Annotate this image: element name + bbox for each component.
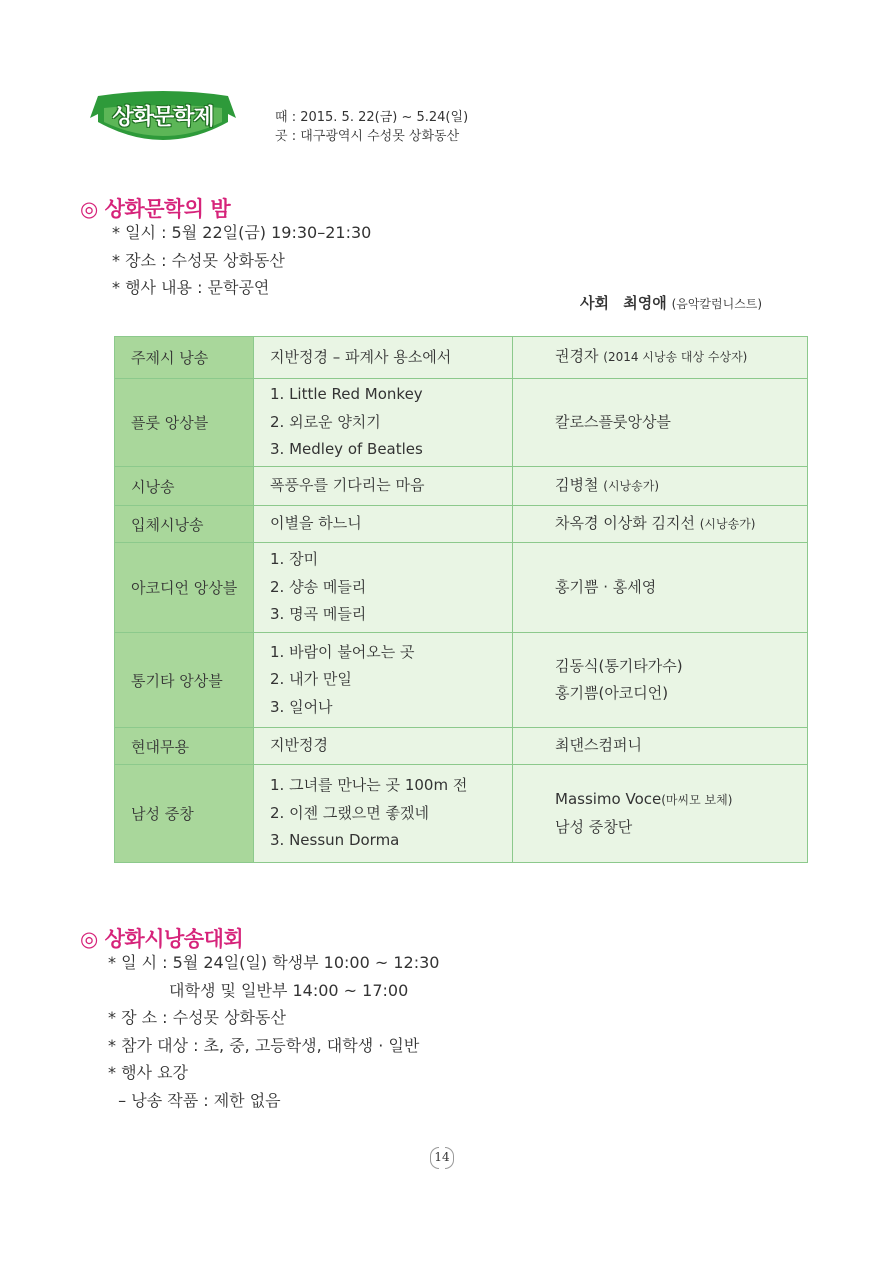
performer-name-2: 남성 중창단 (555, 818, 633, 836)
performer-name: 칼로스플룻앙상블 (555, 412, 671, 431)
program-works (254, 543, 513, 633)
event-info (275, 108, 468, 146)
contest-detail-time-2: 대학생 및 일반부 14:00 ~ 17:00 (108, 980, 409, 1000)
work-item: 3. 일어나 (270, 697, 333, 716)
contest-detail-time: * 일 시 : 5월 24일(일) 학생부 10:00 ~ 12:30 (108, 953, 440, 972)
night-detail-place: * 장소 : 수성못 상화동산 (112, 250, 285, 270)
table-row (115, 633, 808, 728)
table-row (115, 379, 808, 467)
banner-title: 상화문학제 (112, 105, 214, 130)
table-row (115, 506, 808, 543)
performer-name-2: 홍기쁨(아코디언) (555, 684, 669, 702)
night-detail-time: * 일시 : 5월 22일(금) 19:30–21:30 (112, 223, 372, 242)
host-prefix: 사회 (580, 294, 609, 312)
work-item: 2. 외로운 양치기 (270, 412, 381, 431)
table-row (115, 728, 808, 765)
work-item: 지반정경 (270, 736, 328, 755)
event-date: 때 : 2015. 5. 22(금) ~ 5.24(일) (275, 110, 469, 125)
program-performer (513, 506, 808, 543)
program-performer (513, 543, 808, 633)
program-table (114, 336, 808, 863)
night-detail-content: * 행사 내용 : 문학공연 (112, 278, 270, 297)
work-item: 2. 내가 만일 (270, 670, 352, 689)
host-name: 최영애 (623, 294, 667, 312)
contest-detail-guidelines: * 행사 요강 (108, 1063, 188, 1082)
performer-name: 홍기쁨 · 홍세영 (555, 577, 657, 596)
program-name: 현대무용 (115, 728, 254, 765)
program-works (254, 379, 513, 467)
contest-detail-works: – 낭송 작품 : 제한 없음 (108, 1090, 281, 1110)
work-item: 3. 명곡 메들리 (270, 605, 367, 624)
work-item: 1. 장미 (270, 550, 319, 569)
performer-note: (마씨모 보체) (661, 792, 733, 807)
section-title-contest: ◎ 상화시낭송대회 (80, 927, 244, 951)
program-works (254, 765, 513, 863)
work-item: 2. 샹송 메들리 (270, 577, 367, 596)
performer-name: 최댄스컴퍼니 (555, 736, 642, 755)
table-row (115, 337, 808, 379)
work-item: 1. 그녀를 만나는 곳 100m 전 (270, 776, 468, 795)
program-name: 아코디언 앙상블 (115, 543, 254, 633)
contest-detail-place: * 장 소 : 수성못 상화동산 (108, 1008, 286, 1027)
performer-note: (시낭송가) (699, 516, 756, 531)
program-performer (513, 728, 808, 765)
program-works (254, 337, 513, 379)
performer-note: (시낭송가) (603, 478, 659, 493)
program-works (254, 467, 513, 506)
night-details (112, 219, 371, 302)
program-name: 시낭송 (115, 467, 254, 506)
program-performer (513, 633, 808, 728)
program-works (254, 506, 513, 543)
program-works (254, 633, 513, 728)
host-note: (음악칼럼니스트) (671, 297, 763, 311)
program-name: 주제시 낭송 (115, 337, 254, 379)
program-name: 입체시낭송 (115, 506, 254, 543)
table-row (115, 467, 808, 506)
work-item: 2. 이젠 그랬으면 좋겠네 (270, 803, 430, 822)
program-performer (513, 379, 808, 467)
performer-name: 차옥경 이상화 김지선 (555, 513, 695, 532)
program-name: 플룻 앙상블 (115, 379, 254, 467)
work-item: 3. Nessun Dorma (270, 831, 400, 850)
table-row (115, 765, 808, 863)
program-performer (513, 467, 808, 506)
work-item: 지반정경 – 파계사 용소에서 (270, 347, 452, 366)
program-name: 통기타 앙상블 (115, 633, 254, 728)
program-performer (513, 337, 808, 379)
event-place: 곳 : 대구광역시 수성못 상화동산 (275, 129, 460, 144)
program-works (254, 728, 513, 765)
performer-name: Massimo Voce (555, 789, 662, 808)
performer-name: 권경자 (555, 347, 599, 366)
work-item: 이별을 하느니 (270, 514, 362, 533)
performer-name: 김동식(통기타가수) (555, 656, 683, 675)
table-row (115, 543, 808, 633)
host-line (580, 292, 762, 313)
section-title-night: ◎ 상화문학의 밤 (80, 197, 231, 221)
program-name: 남성 중창 (115, 765, 254, 863)
work-item: 1. Little Red Monkey (270, 385, 423, 404)
work-item: 3. Medley of Beatles (270, 440, 423, 459)
contest-details (108, 949, 439, 1114)
page-number: 14 (430, 1145, 454, 1169)
work-item: 1. 바람이 불어오는 곳 (270, 642, 415, 661)
contest-detail-eligibility: * 참가 대상 : 초, 중, 고등학생, 대학생 · 일반 (108, 1035, 420, 1055)
work-item: 폭풍우를 기다리는 마음 (270, 476, 425, 495)
performer-note: (2014 시낭송 대상 수상자) (603, 350, 748, 365)
program-performer (513, 765, 808, 863)
performer-name: 김병철 (555, 475, 599, 494)
